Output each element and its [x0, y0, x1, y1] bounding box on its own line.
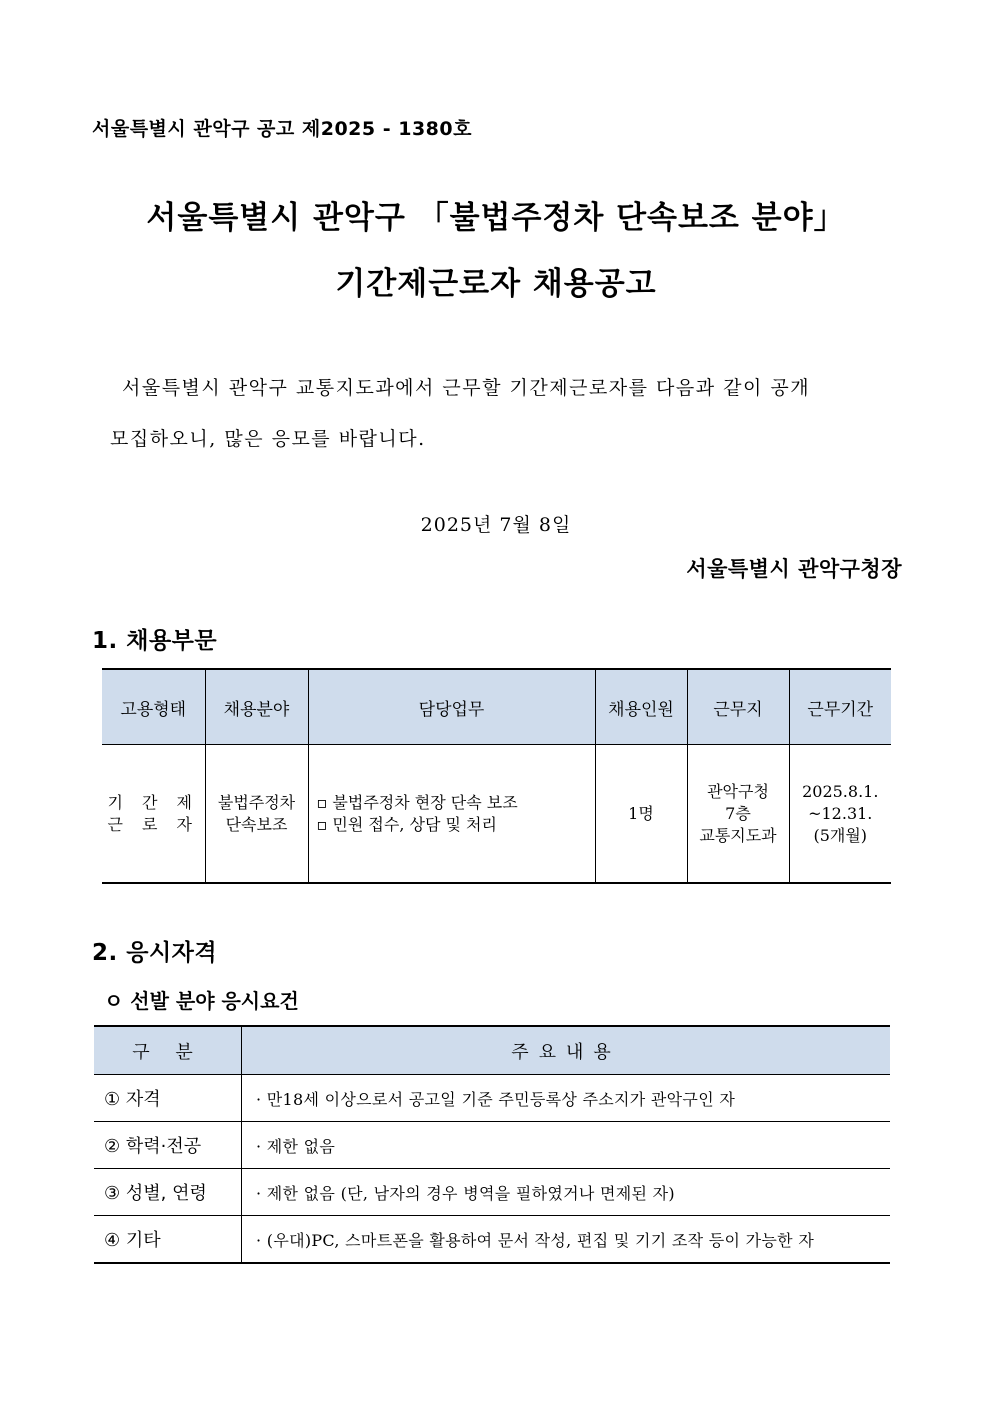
- content-cell: · 제한 없음: [242, 1122, 891, 1169]
- period-line: (5개월): [813, 825, 868, 845]
- subheading-requirements: ㅇ 선발 분야 응시요건: [104, 989, 299, 1013]
- table-row: [94, 1169, 890, 1216]
- table-row: [94, 1075, 890, 1122]
- workplace-line: 교통지도과: [699, 825, 777, 845]
- content-cell: · 제한 없음 (단, 남자의 경우 병역을 필하였거나 면제된 자): [242, 1169, 891, 1216]
- duty-line: ▫ 민원 접수, 상담 및 처리: [316, 814, 497, 834]
- column-header: 주요내용: [242, 1026, 891, 1075]
- column-header: 근무지: [687, 669, 789, 745]
- table-header-row: [94, 1026, 890, 1075]
- notice-date: 2025년 7월 8일: [420, 514, 572, 536]
- field-cell: [205, 745, 308, 884]
- requirements-table: [94, 1025, 890, 1264]
- category-cell: ④ 기타: [94, 1216, 242, 1264]
- workplace-line: 관악구청: [707, 781, 769, 801]
- content-cell: · 만18세 이상으로서 공고일 기준 주민등록상 주소지가 관악구인 자: [242, 1075, 891, 1122]
- table-row: [94, 1122, 890, 1169]
- intro-line-2: 모집하오니, 많은 응모를 바랍니다.: [110, 428, 426, 450]
- intro-line-1: 서울특별시 관악구 교통지도과에서 근무할 기간제근로자를 다음과 같이 공개: [122, 377, 811, 399]
- workplace-line: 7층: [725, 803, 751, 823]
- section-heading-recruitment: 1. 채용부문: [92, 628, 218, 654]
- table-header-row: [102, 669, 891, 745]
- employment-type-line: 근 로 자: [107, 814, 200, 834]
- period-line: ~12.31.: [808, 803, 873, 823]
- workplace-cell: [687, 745, 789, 884]
- recruitment-table: [102, 668, 891, 884]
- page-subtitle: 기간제근로자 채용공고: [335, 266, 657, 302]
- period-line: 2025.8.1.: [802, 781, 879, 801]
- headcount-cell: 1명: [595, 745, 687, 884]
- column-header: 구 분: [94, 1026, 242, 1075]
- column-header: 담당업무: [308, 669, 595, 745]
- column-header: 채용분야: [205, 669, 308, 745]
- field-line: 단속보조: [225, 814, 288, 834]
- duty-line: ▫ 불법주정차 현장 단속 보조: [316, 792, 518, 812]
- signer: 서울특별시 관악구청장: [686, 557, 902, 581]
- category-cell: ② 학력·전공: [94, 1122, 242, 1169]
- category-cell: ① 자격: [94, 1075, 242, 1122]
- column-header: 채용인원: [595, 669, 687, 745]
- category-cell: ③ 성별, 연령: [94, 1169, 242, 1216]
- column-header: 고용형태: [102, 669, 205, 745]
- field-line: 불법주정차: [217, 792, 296, 812]
- column-header: 근무기간: [789, 669, 891, 745]
- table-row: [94, 1216, 890, 1264]
- page-title: 서울특별시 관악구 「불법주정차 단속보조 분야」: [146, 200, 846, 236]
- content-cell: · (우대)PC, 스마트폰을 활용하여 문서 작성, 편집 및 기기 조작 등이 가능한 자: [242, 1216, 891, 1264]
- table-row: [102, 745, 891, 884]
- notice-number: 서울특별시 관악구 공고 제2025 - 1380호: [92, 118, 472, 140]
- employment-type-line: 기 간 제: [107, 792, 200, 812]
- duty-cell: [308, 745, 595, 884]
- employment-type-cell: [102, 745, 205, 884]
- period-cell: [789, 745, 891, 884]
- section-heading-qualifications: 2. 응시자격: [92, 940, 218, 966]
